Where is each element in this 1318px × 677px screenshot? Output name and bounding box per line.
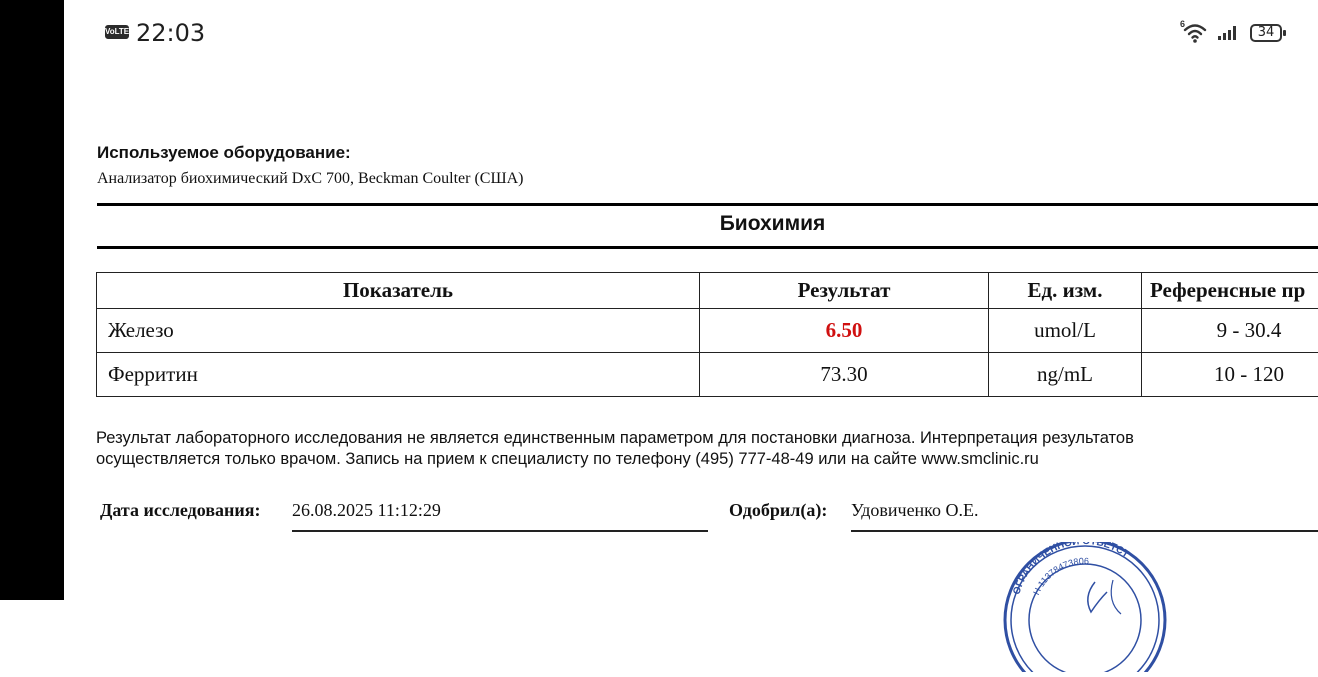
section-top-rule bbox=[97, 203, 1318, 206]
battery-tip bbox=[1283, 30, 1286, 36]
battery-level: 34 bbox=[1258, 25, 1275, 40]
equipment-heading: Используемое оборудование: bbox=[97, 143, 351, 163]
stamp-outer-text: ОГРАНИЧЕННОЙ ВЕТСТ bbox=[1011, 542, 1130, 596]
row-unit: umol/L bbox=[989, 309, 1142, 353]
approved-by-value: Удовиченко О.Е. bbox=[851, 500, 979, 521]
section-bottom-rule bbox=[97, 246, 1318, 249]
study-date-underline bbox=[292, 530, 708, 532]
row-result: 73.30 bbox=[700, 353, 989, 397]
approved-by-underline bbox=[851, 530, 1318, 532]
table-row bbox=[97, 309, 1318, 353]
signal-bars-icon bbox=[1218, 26, 1240, 40]
study-date-label: Дата исследования: bbox=[100, 500, 261, 521]
row-result-abnormal: 6.50 bbox=[700, 309, 989, 353]
wifi-icon bbox=[1182, 21, 1208, 45]
equipment-text: Анализатор биохимический DxC 700, Beckman Coulter (США) bbox=[97, 170, 523, 188]
status-icons bbox=[1182, 20, 1282, 46]
study-date-value: 26.08.2025 11:12:29 bbox=[292, 500, 441, 521]
row-reference: 10 - 120 bbox=[1142, 353, 1318, 397]
disclaimer-line-1: Результат лабораторного исследования не является единственным параметром для постановки диагноза. Интерпретация результатов bbox=[96, 428, 1306, 449]
results-table bbox=[96, 272, 1318, 397]
disclaimer bbox=[96, 428, 1306, 470]
table-row bbox=[97, 353, 1318, 397]
stamp-inner-text: Н 11378473806 bbox=[1031, 556, 1089, 596]
volte-icon: VoLTE bbox=[105, 25, 129, 39]
table-header-row bbox=[97, 273, 1318, 309]
approved-by-label: Одобрил(а): bbox=[729, 500, 827, 521]
signature-row bbox=[0, 496, 1318, 536]
wifi-generation-label: 6 bbox=[1180, 19, 1185, 29]
status-time: 22:03 bbox=[136, 19, 205, 47]
row-unit: ng/mL bbox=[989, 353, 1142, 397]
status-bar bbox=[64, 0, 1318, 64]
header-unit: Ед. изм. bbox=[989, 273, 1142, 309]
header-result: Результат bbox=[700, 273, 989, 309]
header-reference: Референсные пр bbox=[1142, 273, 1318, 309]
section-title: Биохимия bbox=[97, 212, 1318, 236]
svg-text:ОГРАНИЧЕННОЙ ОТВЕТСТ bbox=[1011, 542, 1130, 596]
row-reference: 9 - 30.4 bbox=[1142, 309, 1318, 353]
battery-icon bbox=[1250, 24, 1282, 42]
row-name: Ферритин bbox=[97, 353, 700, 397]
clinic-stamp bbox=[995, 542, 1175, 672]
row-name: Железо bbox=[97, 309, 700, 353]
disclaimer-line-2: осуществляется только врачом. Запись на прием к специалисту по телефону (495) 777-48-49 или на сайте www.smclinic.ru bbox=[96, 449, 1306, 470]
header-parameter: Показатель bbox=[97, 273, 700, 309]
